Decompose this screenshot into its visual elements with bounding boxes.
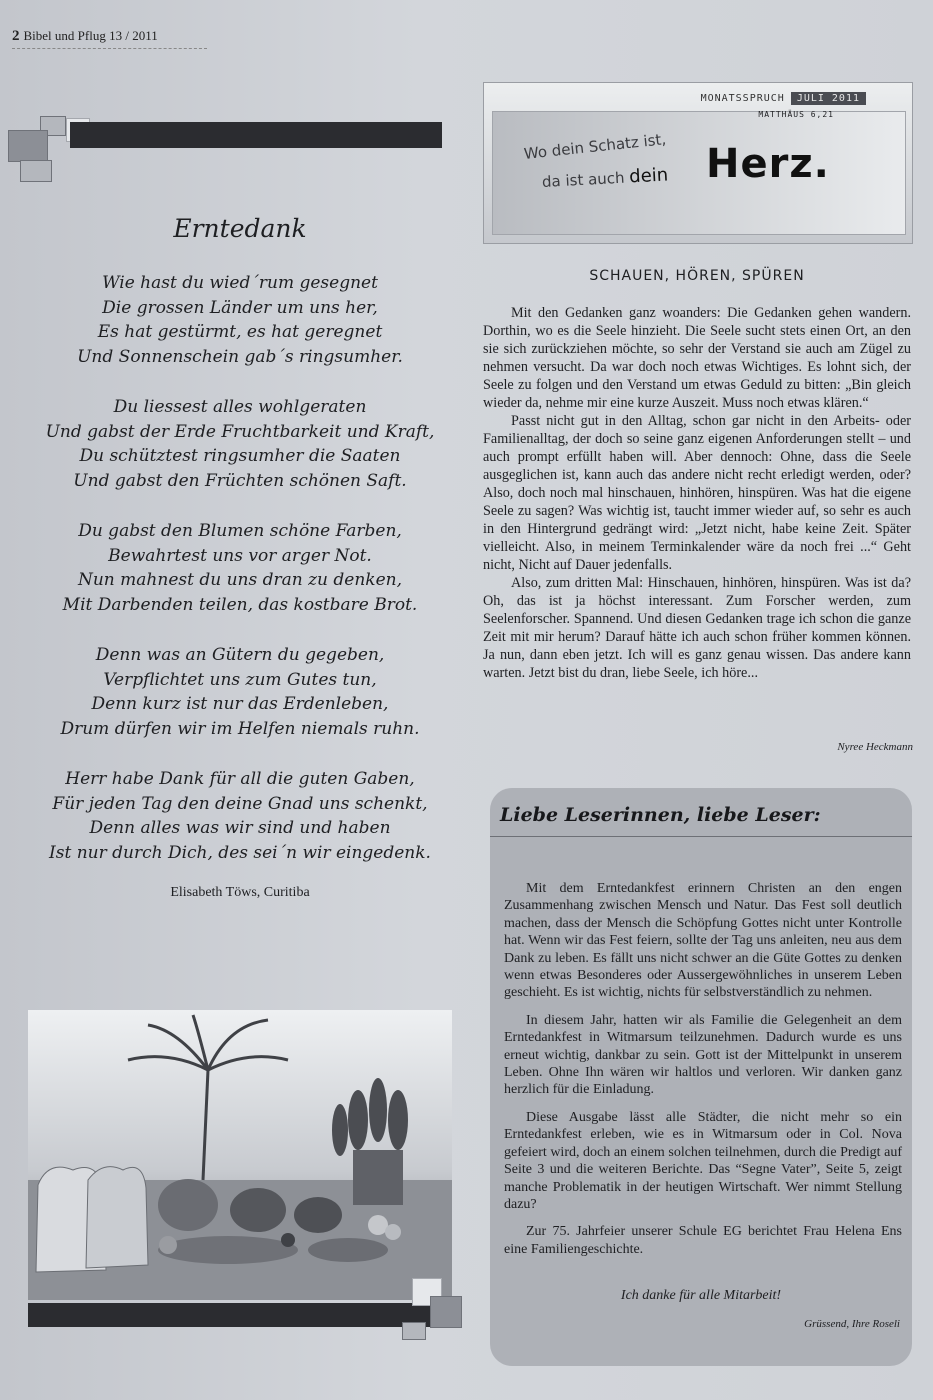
editorial-heading: Liebe Leserinnen, liebe Leser: (500, 804, 821, 826)
monatsspruch-reference: MATTHÄUS 6,21 (758, 110, 834, 119)
poem-stanza (20, 395, 460, 493)
poem-line: Drum dürfen wir im Helfen niemals ruhn. (60, 718, 420, 739)
poem-line: Denn kurz ist nur das Erdenleben, (91, 694, 389, 714)
decor-bar-top (70, 122, 442, 148)
poem-line: Denn was an Gütern du gegeben, (95, 645, 385, 665)
poem-author: Elisabeth Töws, Curitiba (170, 885, 310, 900)
article-author: Nyree Heckmann (837, 741, 913, 753)
harvest-photo (28, 1010, 452, 1300)
harvest-illustration (28, 1010, 452, 1300)
poem (20, 200, 460, 901)
monatsspruch-label: MONATSSPRUCH (700, 93, 785, 104)
article-body (483, 304, 911, 682)
editorial-paragraph: Zur 75. Jahrfeier unserer Schule EG berichtet Frau Helena Ens eine Familiengeschichte. (504, 1224, 902, 1257)
monatsspruch-line1: Wo dein Schatz ist, (523, 130, 667, 163)
editorial-paragraph: In diesem Jahr, hatten wir als Familie die Gelegenheit an dem Erntedankfest in Witmarsum teilzunehmen. Dadurch wurde es uns erneut wichtig, dankbar zu sein. Gott ist der Mittelpunkt in unserem Leben. Ohne Ihn wären wir haltlos und verloren. Wir danken ganz herzlich für die Einladung. (504, 1012, 902, 1098)
header-rule (12, 48, 207, 49)
publication-name: Bibel und Pflug 13 / 2011 (23, 28, 158, 43)
poem-line: Für jeden Tag den deine Gnad uns schenkt, (52, 793, 428, 814)
decor-square (430, 1296, 462, 1328)
poem-line: Denn alles was wir sind und haben (89, 818, 391, 838)
editorial-rule (490, 836, 912, 837)
poem-line: Und gabst den Früchten schönen Saft. (73, 470, 407, 491)
poem-stanza (20, 643, 460, 741)
poem-stanza (20, 271, 460, 369)
poem-line: Du liessest alles wohlgeraten (113, 397, 367, 417)
poem-line: Bewahrtest uns vor arger Not. (108, 545, 372, 566)
poem-line: Nun mahnest du uns dran zu denken, (77, 570, 403, 590)
decor-square (8, 130, 48, 162)
monatsspruch-month: JULI 2011 (791, 92, 866, 105)
article-paragraph: Also, zum dritten Mal: Hinschauen, hinhören, hinspüren. Was ist da? Oh, das ist ja höchst interessant. Zum Forscher werden, zum Seelenforscher. Spannend. Und diesen Gedanken trage ich schon die ganze Zeit mit mir herum? Darauf hätte ich auch schon früher kommen können. Ja nun, dann eben jetzt. Ich will es ganz genau wissen. Das andere kann warten. Jetzt bist du dran, liebe Seele, ich höre... (483, 575, 911, 681)
monatsspruch-box (483, 82, 913, 244)
article-paragraph: Passt nicht gut in den Alltag, schon gar nicht in den Arbeits- oder Familienalltag, der doch so seine ganz eigenen Anforderungen stellt – und auch prompt erfüllt haben will. Aber dennoch: Ohne, dass die Seele ausgeglichen ist, kann auch das andere nicht recht erledigt werden, oder? Also, doch noch mal hinschauen, hinhören, hinspüren. Was hat die eigene Seele zu sagen? Was wichtig ist, taucht immer wieder auf, so sehr es auch in den Hintergrund gedrängt wird: „Jetzt nicht, habe keine Zeit. Später vielleicht. Also, in meinem Terminkalender wäre da noch frei ...“ Geht nicht, Nicht auf Dauer jedenfalls. (483, 413, 911, 573)
poem-stanza (20, 519, 460, 617)
editorial-thanks: Ich danke für alle Mitarbeit! (620, 1288, 782, 1303)
monatsspruch-tag (701, 93, 866, 104)
article-paragraph: Mit den Gedanken ganz woanders: Die Gedanken gehen wandern. Dorthin, wo es die Seele hinzieht. Die Seele sucht stets einen Ort, an den sie sich zurückziehen möchte, so sehr der Verstand sie auch am Zügel zu nehmen versucht. Da war doch noch etwas Wichtiges. Es lohnt sich, der Seele zu folgen und den Verstand um etwas Geduld zu bitten: „Bin gleich wieder da, nehme mir eine kurze Auszeit. Muss noch etwas klären.“ (483, 305, 911, 411)
poem-line: Mit Darbenden teilen, das kostbare Brot. (62, 594, 418, 615)
poem-line: Die grossen Länder um uns her, (102, 297, 378, 318)
decor-square (402, 1322, 426, 1340)
decor-square (20, 160, 52, 182)
poem-line: Verpflichtet uns zum Gutes tun, (103, 669, 377, 690)
page-number: 2 (12, 28, 20, 44)
poem-line: Es hat gestürmt, es hat geregnet (97, 322, 383, 342)
poem-line: Ist nur durch Dich, des sei´n wir eingedenk. (49, 842, 431, 863)
monatsspruch-line2-prefix: da ist auch (541, 168, 625, 191)
editorial-paragraph: Mit dem Erntedankfest erinnern Christen an den engen Zusammenhang zwischen Mensch und Natur. Das Fest soll deutlich machen, dass der Mensch die Schöpfung Gottes nicht unter Kontrolle hat. Wenn wir das Fest feiern, sollte der Tag uns anleiten, neu aus dem Dank zu leben. Es fällt uns nicht schwer an die Güte Gottes zu denken wenn etwas Besonderes oder Aussergewöhnliches in unserem Leben geschieht. Es ist wichtig, nichts für selbstverständlich zu nehmen. (504, 881, 902, 1001)
decor-bar-bottom (28, 1303, 432, 1327)
editorial-signature: Grüssend, Ihre Roseli (804, 1318, 900, 1330)
article-title: SCHAUEN, HÖREN, SPÜREN (589, 268, 805, 284)
monatsspruch-dein: dein (628, 164, 669, 188)
page-header (12, 28, 158, 45)
poem-line: Du schütztest ringsumher die Saaten (79, 446, 401, 466)
poem-line: Wie hast du wied´rum gesegnet (102, 273, 378, 293)
poem-line: Und Sonnenschein gab´s ringsumher. (77, 346, 403, 367)
poem-stanza (20, 767, 460, 865)
monatsspruch-herz: Herz. (706, 141, 830, 187)
poem-title: Erntedank (173, 214, 307, 243)
editorial-body (504, 880, 902, 1268)
poem-line: Du gabst den Blumen schöne Farben, (78, 521, 402, 541)
editorial-paragraph: Diese Ausgabe lässt alle Städter, die nicht mehr so ein Erntedankfest erleben, wie es in Witmarsum oder in Col. Nova gefeiert wird, doch an einem solchen teilnehmen, durch die Predigt auf Seite 3 und die weiteren Berichte. Das “Segne Vater”, Seite 5, zeigt manche Problematik in der heutigen Wirtschaft. Wer nimmt Stellung dazu? (504, 1109, 902, 1212)
poem-line: Und gabst der Erde Fruchtbarkeit und Kraft, (45, 421, 435, 442)
poem-line: Herr habe Dank für all die guten Gaben, (65, 769, 415, 789)
